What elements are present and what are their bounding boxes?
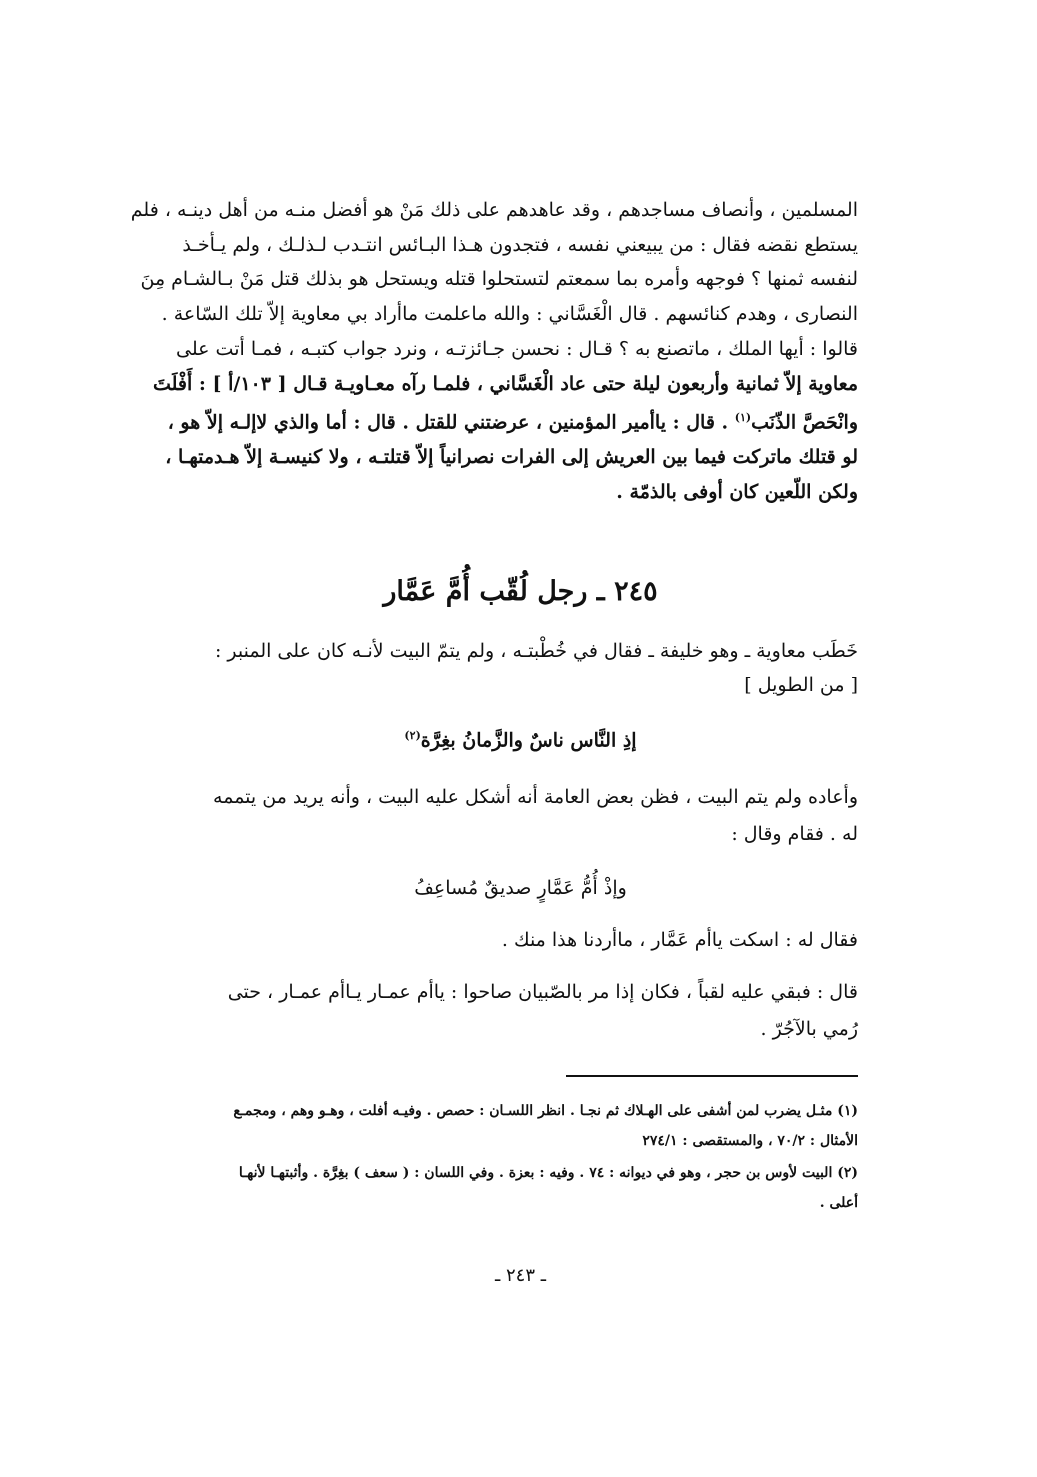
- text-line: النصارى ، وهدم كنائسهم . قال الْغَسَّاني : والله ماعلمت ماأراد بي معاوية إلاّ تلك السّاعة .: [161, 303, 858, 326]
- text-line: وأعاده ولم يتم البيت ، فظن بعض العامة أنه أشكل عليه البيت ، وأنه يريد من يتممه: [213, 786, 858, 808]
- paragraph-sermon: [183, 634, 858, 702]
- text-line-bold: [167, 401, 858, 440]
- footnote-2: [183, 1158, 858, 1218]
- text-line: فقال له : اسكت ياأم عَمَّار ، ماأردنا هذا منك .: [501, 929, 858, 951]
- text-line: المسلمين ، وأنصاف مساجدهم ، وقد عاهدهم على ذلك مَنْ هو أفضل منـه من أهل دينـه ، فلم: [130, 199, 858, 221]
- verse-text: إذِ النَّاس ناسٌ والزَّمانُ بغِرَّة: [420, 729, 637, 752]
- footnote-line: الأمثال : ٧٠/٢ ، والمستقصى : ٢٧٤/١: [642, 1133, 858, 1149]
- text-line: قال : فبقي عليه لقباً ، فكان إذا مر بالصّبيان صاحوا : ياأم عمـار يـاأم عمـار ، حتى: [227, 981, 858, 1003]
- text-line: لنفسه ثمنها ؟ فوجهه وأمره بما سمعتم لتستحلوا قتله ويستحل هو بذلك قتل مَنْ بـالشـام مِنَ: [140, 268, 858, 291]
- text-line: قالوا : أيها الملك ، ماتصنع به ؟ قـال : نحسن جـائزتـه ، ونرد جواب كتبـه ، فمـا أتت على: [176, 337, 858, 360]
- footnote-line: (١) مثـل يضرب لمن أشفى على الهـلاك ثم نجـا . انظر اللسـان : حصص . وفيـه أفلت ، وهـو وهم ، ومجمـع: [233, 1103, 858, 1119]
- footnotes: [183, 1096, 858, 1220]
- text-line-bold: لو قتلك ماتركت فيما بين العريش إلى الفرات نصرانياً إلاّ قتلتـه ، ولا كنيسـة إلاّ هـدمتهـا ،: [165, 446, 858, 469]
- paragraph-reply: [183, 922, 858, 958]
- footnote-line: أعلى .: [819, 1195, 858, 1211]
- text-line-bold: معاوية إلاّ ثمانية وأربعون ليلة حتى عاد الْغَسَّاني ، فلمـا رآه معـاويـة قـال [ ١٠٣/أ ] : أَفْلَتَ: [152, 372, 858, 395]
- footnote-1: [183, 1096, 858, 1156]
- paragraph-nickname: [183, 974, 858, 1048]
- text-line: خَطَب معاوية ـ وهو خليفة ـ فقال في خُطْبتـه ، ولم يتمّ البيت لأنـه كان على المنبر :: [214, 640, 858, 662]
- verse-line-1: [183, 718, 858, 758]
- section-heading: ٢٤٥ ـ رجل لُقّب أُمَّ عَمَّار: [383, 576, 658, 607]
- footnote-ref-1: (١): [734, 411, 752, 425]
- paragraph-opening: [130, 193, 858, 510]
- text-line-tail: . قال : ياأمير المؤمنين ، عرضتني للقتل . قال : أما والذي لاإلـه إلاّ هو ،: [167, 411, 735, 434]
- paragraph-repeat: [183, 779, 858, 853]
- text-line: له . فقام وقال :: [731, 823, 858, 845]
- proverb-phrase: وانْحَصَّ الذّنَب: [751, 411, 858, 434]
- meter-label: [ من الطويل ]: [744, 674, 858, 696]
- footnote-line: (٢) البيت لأوس بن حجر ، وهو في ديوانه : ٧٤ . وفيه : بعزة . وفي اللسان : ( سعف ) بغِرَّة . وأثبتهـا لأنهـا: [238, 1165, 858, 1181]
- page-number: ـ ٢٤٣ ـ: [494, 1265, 546, 1286]
- text-line: رُمي بالآجُرّ .: [760, 1018, 858, 1040]
- text-line-bold: ولكن اللّعين كان أوفى بالذمّة .: [616, 480, 858, 503]
- footnote-divider: [566, 1075, 858, 1077]
- text-line: يستطع نقضه فقال : من يبيعني نفسه ، فتجدون هـذا البـائس انتـدب لـذلـك ، ولم يـأخـذ: [182, 233, 858, 256]
- verse-line-2: وإذْ أُمُّ عَمَّارٍ صديقٌ مُساعِفُ: [414, 877, 627, 899]
- footnote-ref-2: (٢): [404, 729, 421, 742]
